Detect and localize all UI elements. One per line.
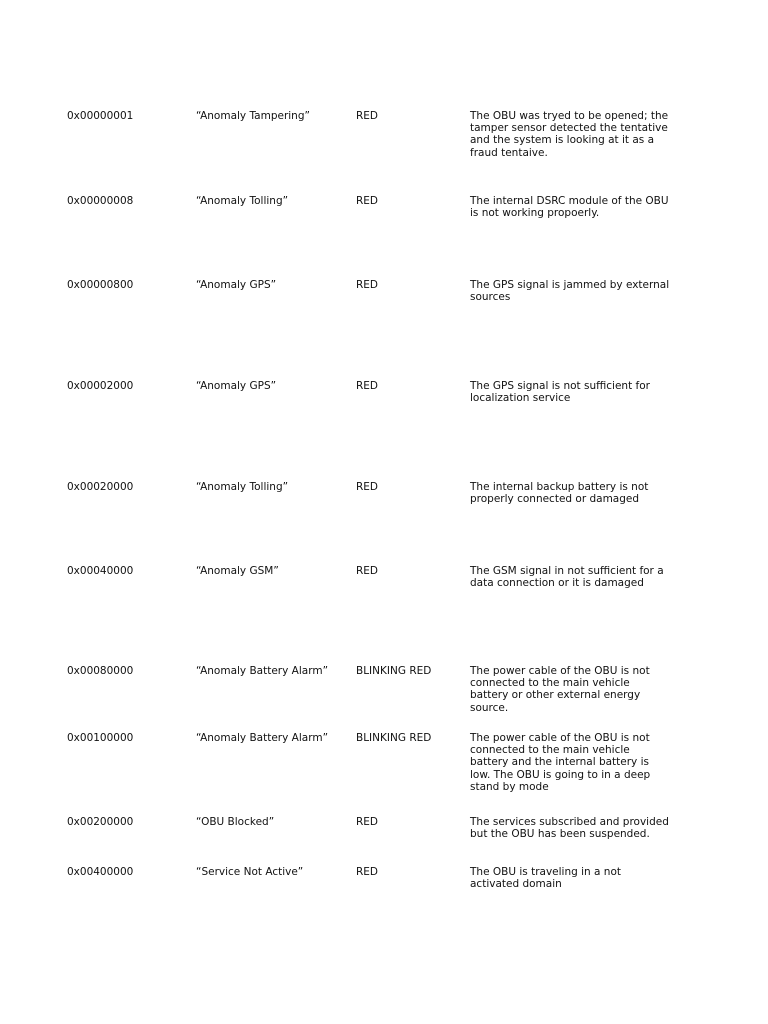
- description-line: connected to the main vehicle: [470, 677, 630, 690]
- anomaly-label: “OBU Blocked”: [196, 816, 275, 828]
- anomaly-code: 0x00100000: [67, 732, 134, 744]
- led-color: RED: [356, 380, 379, 392]
- anomaly-label: “Service Not Active”: [196, 866, 304, 878]
- led-color: BLINKING RED: [356, 732, 432, 744]
- led-color: RED: [356, 195, 379, 207]
- led-color: RED: [356, 481, 379, 493]
- description-line: but the OBU has been suspended.: [470, 828, 650, 841]
- description-line: The power cable of the OBU is not: [470, 732, 650, 744]
- anomaly-code: 0x00000001: [67, 110, 134, 122]
- anomaly-code: 0x00020000: [67, 481, 134, 493]
- anomaly-description: [470, 380, 675, 404]
- description-line: source.: [470, 701, 509, 714]
- anomaly-code: 0x00000008: [67, 195, 134, 207]
- description-line: tamper sensor detected the tentative: [470, 122, 668, 135]
- description-line: The OBU was tryed to be opened; the: [470, 110, 669, 122]
- anomaly-code: 0x00400000: [67, 866, 134, 878]
- anomaly-code: 0x00200000: [67, 816, 134, 828]
- description-line: low. The OBU is going to in a deep: [470, 768, 651, 781]
- table-row: [0, 380, 768, 405]
- table-row: [0, 565, 768, 590]
- anomaly-label: “Anomaly Tolling”: [196, 195, 289, 207]
- led-color: BLINKING RED: [356, 665, 432, 677]
- description-line: and the system is looking at it as a: [470, 134, 655, 147]
- table-row: [0, 110, 768, 159]
- anomaly-description: [470, 565, 675, 589]
- table-row: [0, 732, 768, 793]
- description-line: The internal DSRC module of the OBU: [470, 195, 669, 207]
- anomaly-label: “Anomaly GPS”: [196, 279, 277, 291]
- description-line: battery or other external energy: [470, 689, 641, 702]
- table-row: [0, 481, 768, 506]
- anomaly-description: [470, 110, 675, 159]
- anomaly-label: “Anomaly Battery Alarm”: [196, 732, 329, 744]
- anomaly-label: “Anomaly GPS”: [196, 380, 277, 392]
- description-line: The GPS signal is not sufficient for: [470, 380, 650, 392]
- anomaly-code: 0x00040000: [67, 565, 134, 577]
- table-row: [0, 195, 768, 220]
- anomaly-code: 0x00080000: [67, 665, 134, 677]
- description-line: stand by mode: [470, 780, 549, 793]
- description-line: The GSM signal in not sufficient for a: [470, 565, 664, 577]
- description-line: properly connected or damaged: [470, 493, 640, 506]
- anomaly-label: “Anomaly Battery Alarm”: [196, 665, 329, 677]
- led-color: RED: [356, 565, 379, 577]
- led-color: RED: [356, 110, 379, 122]
- description-line: data connection or it is damaged: [470, 577, 644, 590]
- description-line: is not working propoerly.: [470, 207, 600, 220]
- description-line: fraud tentaive.: [470, 146, 548, 159]
- anomaly-description: [470, 866, 675, 890]
- anomaly-description: [470, 279, 675, 303]
- description-line: activated domain: [470, 878, 562, 891]
- table-row: [0, 866, 768, 891]
- anomaly-label: “Anomaly GSM”: [196, 565, 279, 577]
- anomaly-code: 0x00000800: [67, 279, 134, 291]
- anomaly-description: [470, 195, 675, 219]
- anomaly-description: [470, 481, 675, 505]
- table-row: [0, 279, 768, 304]
- anomaly-description: [470, 816, 675, 840]
- description-line: connected to the main vehicle: [470, 744, 630, 757]
- description-line: The services subscribed and provided: [470, 816, 669, 828]
- table-row: [0, 816, 768, 841]
- anomaly-code: 0x00002000: [67, 380, 134, 392]
- description-line: The internal backup battery is not: [470, 481, 649, 493]
- description-line: battery and the internal battery is: [470, 756, 649, 769]
- description-line: The OBU is traveling in a not: [470, 866, 621, 878]
- led-color: RED: [356, 816, 379, 828]
- description-line: The GPS signal is jammed by external: [470, 279, 670, 291]
- anomaly-label: “Anomaly Tampering”: [196, 110, 310, 122]
- description-line: The power cable of the OBU is not: [470, 665, 650, 677]
- table-row: [0, 665, 768, 714]
- led-color: RED: [356, 866, 379, 878]
- anomaly-description: [470, 665, 675, 714]
- anomaly-label: “Anomaly Tolling”: [196, 481, 289, 493]
- description-line: localization service: [470, 392, 571, 405]
- led-color: RED: [356, 279, 379, 291]
- description-line: sources: [470, 291, 511, 304]
- anomaly-description: [470, 732, 675, 793]
